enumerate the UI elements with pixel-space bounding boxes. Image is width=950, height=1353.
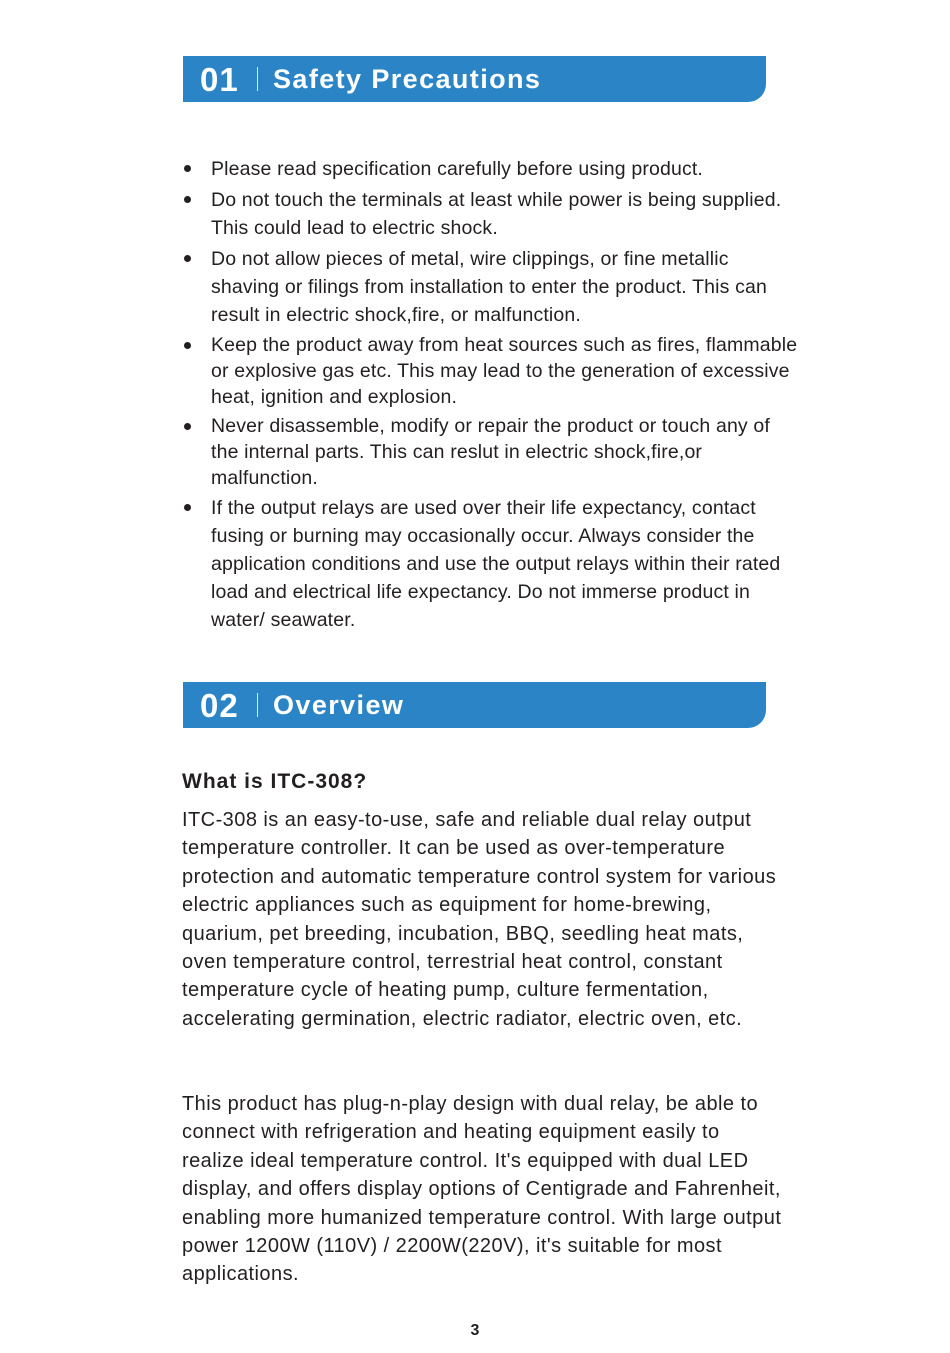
section-number: 01 xyxy=(200,61,239,98)
safety-list xyxy=(182,155,802,637)
list-item xyxy=(182,245,802,329)
overview-paragraph: ITC-308 is an easy-to-use, safe and reliable dual relay output temperature controller. It can be used as over-temperature protection and automatic temperature control system for various electric appliances such as equipment for home-brewing, quarium, pet breeding, incubation, BBQ, seedling heat mats, oven temperature control, terrestrial heat control, constant temperature cycle of heating pump, culture fermentation, accelerating germination, electric radiator, electric oven, etc. xyxy=(182,809,777,1030)
list-item-text: Do not touch the terminals at least while power is being supplied. This could lead to electric shock. xyxy=(211,189,782,239)
list-item-text: Please read specification carefully before using product. xyxy=(211,158,703,180)
list-item xyxy=(182,332,802,410)
section-banner-overview xyxy=(183,682,766,728)
section-banner-safety xyxy=(183,56,766,102)
section-number: 02 xyxy=(200,687,239,724)
overview-subheading: What is ITC-308? xyxy=(182,770,368,793)
section-title: Overview xyxy=(273,690,405,720)
bullet-icon xyxy=(184,196,191,203)
bullet-icon xyxy=(184,423,191,430)
list-item-text: If the output relays are used over their life expectancy, contact fusing or burning may occasionally occur. Always consider the application conditions and use the output relays within their rated load and electrical life expectancy. Do not immerse product in water/ seawater. xyxy=(211,497,781,631)
bullet-icon xyxy=(184,504,191,511)
banner-divider xyxy=(257,67,258,91)
page-number: 3 xyxy=(470,1322,480,1339)
bullet-icon xyxy=(184,165,191,172)
list-item xyxy=(182,494,802,634)
list-item-text: Never disassemble, modify or repair the product or touch any of the internal parts. This can reslut in electric shock,fire,or malfunction. xyxy=(211,415,770,489)
bullet-icon xyxy=(184,255,191,262)
overview-paragraph: This product has plug-n-play design with dual relay, be able to connect with refrigeration and heating equipment easily to realize ideal temperature control. It's equipped with dual LED display, and offers display options of Centigrade and Fahrenheit, enabling more humanized temperature control. With large output power 1200W (110V) / 2200W(220V), it's suitable for most applications. xyxy=(182,1093,782,1286)
list-item-text: Keep the product away from heat sources such as fires, flammable or explosive gas etc. This may lead to the generation of excessive heat, ignition and explosion. xyxy=(211,334,798,408)
list-item xyxy=(182,186,802,242)
banner-divider xyxy=(257,693,258,717)
bullet-icon xyxy=(184,342,191,349)
section-title: Safety Precautions xyxy=(273,64,542,94)
list-item xyxy=(182,413,802,491)
list-item xyxy=(182,155,802,183)
list-item-text: Do not allow pieces of metal, wire clippings, or fine metallic shaving or filings from installation to enter the product. This can result in electric shock,fire, or malfunction. xyxy=(211,248,767,326)
